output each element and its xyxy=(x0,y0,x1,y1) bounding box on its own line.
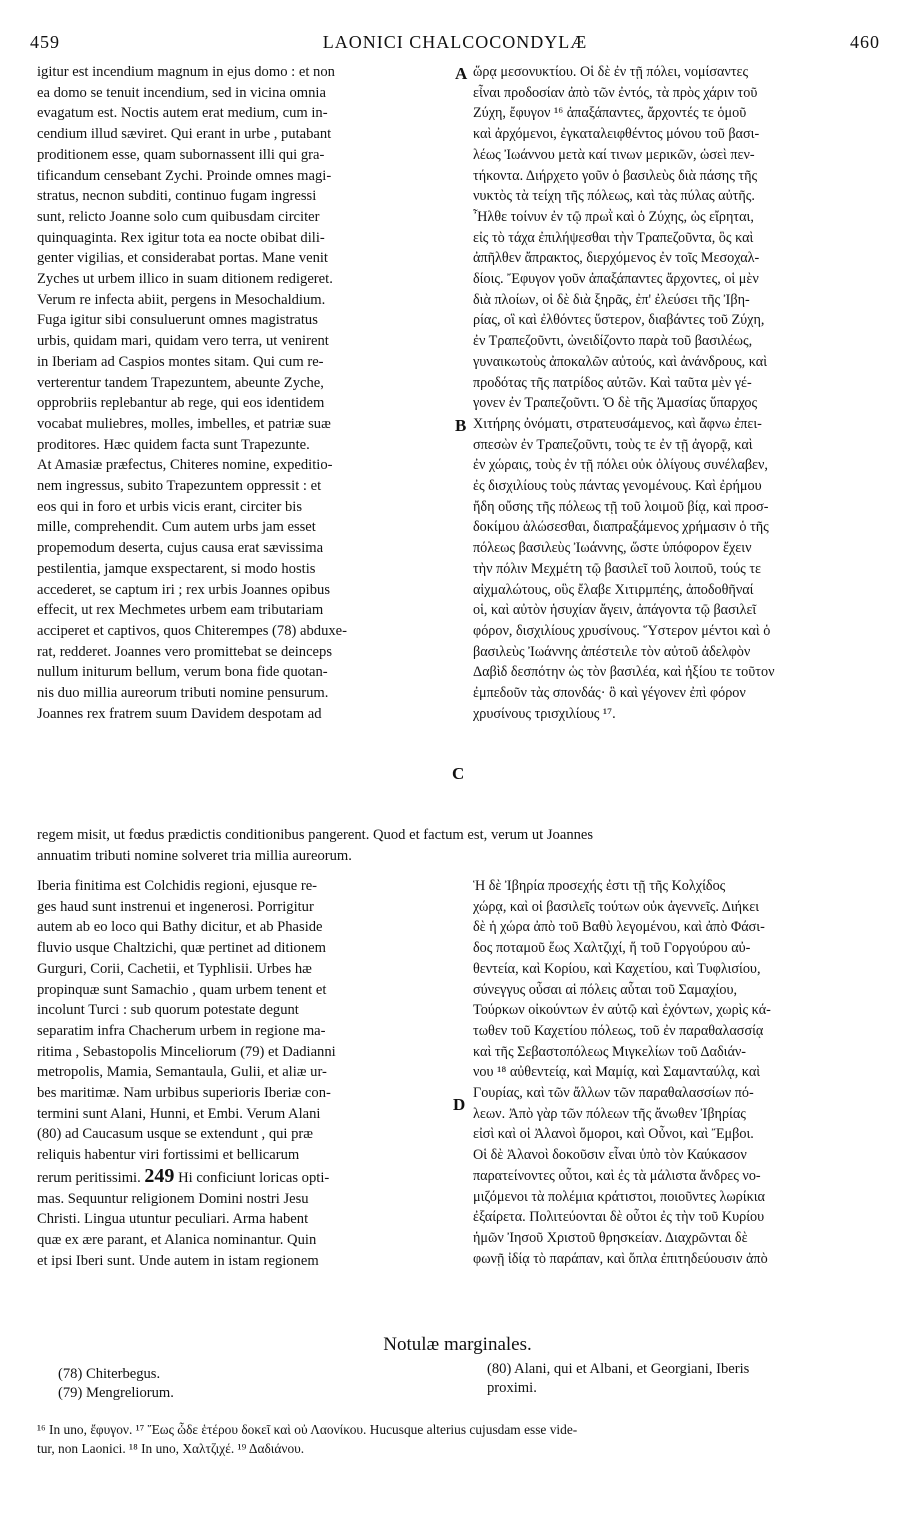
latin-line: rat, redderet. Joannes vero promittebat se deinceps xyxy=(37,643,333,660)
greek-line: γονεν ἐν Τραπεζοῦντι. Ὁ δὲ τῆς Ἀμασίας ὕπαρχος xyxy=(473,395,758,412)
greek-line: Ζύχη, ἔφυγον ¹⁶ ἀπαξάπαντες, ἄρχοντές τε ὁμοῦ xyxy=(473,105,747,122)
notulae-left xyxy=(58,1365,458,1403)
greek-line: δὲ ἡ χώρα ἀπὸ τοῦ Βαθὺ λεγομένου, καὶ ἀπὸ Φάσι- xyxy=(473,919,765,936)
latin-line: Zyches ut urbem illico in suam ditionem redigeret. xyxy=(37,271,333,288)
latin-line: rerum peritissimi. 249 Hi conficiunt loricas opti- xyxy=(37,1165,330,1187)
latin-line: mille, comprehendit. Cum autem urbs jam esset xyxy=(37,519,316,536)
greek-line: δος ποταμοῦ ἕως Χαλτζιχί, ἥ τοῦ Γοργούρου αὐ- xyxy=(473,940,751,957)
notulae-title: Notulæ marginales. xyxy=(383,1334,532,1355)
latin-line: pestilentia, jamque exspectarent, si modo hostis xyxy=(37,560,316,577)
greek-line: λέως Ἰωάννου μετὰ καί τινων μερικῶν, ὡσεὶ πεν- xyxy=(473,146,755,163)
greek-line: ἐν χώραις, τοὺς ἐν τῇ πόλει οὐκ ὀλίγους συνέλαβεν, xyxy=(473,457,768,474)
full-line: regem misit, ut fœdus prædictis conditionibus pangerent. Quod et factum est, verum ut Joannes xyxy=(37,827,594,843)
greek-line: Χιτήρης ὀνόματι, στρατευσάμενος, καὶ ἄφνω ἐπει- xyxy=(473,415,762,432)
latin-line: cendium illud sæviret. Qui erant in urbe , putabant xyxy=(37,126,332,143)
greek-column-bottom xyxy=(473,876,883,1269)
greek-line: Οἱ δὲ Ἀλανοὶ δοκοῦσιν εἶναι ὑπὸ τὸν Καύκασον xyxy=(473,1147,747,1164)
greek-line: φόρον, δισχιλίους χρυσίνους. Ὕστερον μέντοι καὶ ὁ xyxy=(473,622,771,639)
greek-line: καὶ ἀρχόμενοι, ἐγκαταλειφθέντος μόνου τοῦ βασι- xyxy=(473,126,760,143)
latin-line: effecit, ut rex Mechmetes urbem eam tributariam xyxy=(37,602,324,619)
latin-line: igitur est incendium magnum in ejus domo : et non xyxy=(37,64,335,80)
latin-line: opprobriis replebantur ab rege, qui eos identidem xyxy=(37,395,325,412)
latin-line: vocabat muliebres, molles, imbelles, et patriæ suæ xyxy=(37,415,331,432)
latin-line: incolunt Turci : sub quorum potestate degunt xyxy=(37,1002,299,1019)
greek-line: ἐν Τραπεζοῦντι, ὠνειδίζοντο παρὰ τοῦ βασιλέως, xyxy=(473,333,753,350)
latin-line: sunt, relicto Joanne solo cum quibusdam circiter xyxy=(37,208,320,225)
latin-line: propinquæ sunt Samachio , quam urbem tenent et xyxy=(37,981,327,998)
greek-line: ἐς δισχιλίους τοὺς πάντας γενομένους. Καὶ ἐρήμου xyxy=(473,478,762,495)
greek-line: νου ¹⁸ αὐθεντείᾳ, καὶ Μαμίᾳ, καὶ Σαμανταύλᾳ, καὶ xyxy=(473,1064,761,1081)
latin-line: stratus, necnon subditi, continuo fugam ingressi xyxy=(37,188,317,205)
greek-line: λεων. Ἀπὸ γὰρ τῶν πόλεων τῆς ἄνωθεν Ἰβηρίας xyxy=(473,1105,746,1122)
greek-line: ἐξαίρετα. Πολιτεύονται δὲ οὗτοι ἐς τὴν τοῦ Κυρίου xyxy=(473,1209,765,1226)
greek-line: εἶναι προδοσίαν ἀπὸ τῶν ἐντός, τὰ πρὸς χάριν τοῦ xyxy=(473,84,758,101)
latin-line: mas. Sequuntur religionem Domini nostri Jesu xyxy=(37,1190,309,1207)
greek-line: Γουρίας, καὶ τῶν ἄλλων τῶν παραθαλασσίων πό- xyxy=(473,1085,754,1102)
latin-line: acciperet et captivos, quos Chiterempes (78) abduxe- xyxy=(37,622,348,639)
latin-line: autem ab eo loco qui Bathy dicitur, et ab Phaside xyxy=(37,919,323,936)
greek-line: ἐμπεδοῦν τὰς σπονδάς· ὃ καὶ γέγονεν ἐπὶ φόρον xyxy=(473,685,746,702)
greek-line: πόλεως βασιλεὺς Ἰωάννης, ὥστε ὑπόφορον ἔχειν xyxy=(473,540,752,557)
greek-line: τωθεν τοῦ Καχετίου πόλεως, τοῦ ἐν παραθαλασσίᾳ xyxy=(473,1022,764,1039)
greek-line: εἰσὶ καὶ οἱ Ἀλανοὶ ὅμοροι, καὶ Οὖνοι, καὶ Ἔμβοι. xyxy=(473,1126,754,1143)
running-title: LAONICI CHALCOCONDYLÆ xyxy=(322,32,588,52)
marginal-note: (78) Chiterbegus. xyxy=(58,1366,161,1382)
latin-line: reliquis habentur viri fortissimi et bellicarum xyxy=(37,1147,300,1164)
greek-line: γυναικωτοὺς ἀποκαλῶν αὐτούς, καὶ ἀνάνδρους, καὶ xyxy=(473,353,768,370)
running-header xyxy=(30,32,880,58)
greek-line: ἀπῆλθεν ἄπρακτος, διερχόμενος ἐν τοῖς Μεσοχαλ- xyxy=(473,250,760,267)
latin-line: Verum re infecta abiit, pergens in Mesochaldium. xyxy=(37,291,326,308)
margin-letter-d: D xyxy=(453,1095,466,1114)
marginal-note: proximi. xyxy=(487,1380,537,1396)
greek-line: σύνεγγυς οὖσαι αἱ πόλεις αὗται τοῦ Σαμαχίου, xyxy=(473,981,738,998)
greek-line: τὴν πόλιν Μεχμέτη τῷ βασιλεῖ τοῦ λοιποῦ, τούς τε xyxy=(473,560,762,577)
latin-line: (80) ad Caucasum usque se extendunt , qui præ xyxy=(37,1126,314,1143)
latin-line: Gurguri, Corii, Cachetii, et Typhlisii. Urbes hæ xyxy=(37,960,312,977)
greek-line: χρυσίνους τρισχιλίους ¹⁷. xyxy=(473,705,616,722)
greek-column-top xyxy=(473,62,883,725)
greek-line: μιζόμενοι τὰ πολέμια κράτιστοι, ποιοῦντες λωρίκια xyxy=(473,1188,765,1205)
latin-line: quinquaginta. Rex igitur tota ea nocte obibat dili- xyxy=(37,229,325,246)
latin-line: Joannes rex fratrem suum Davidem despotam ad xyxy=(37,705,322,722)
full-width-text xyxy=(37,825,883,866)
marginal-note: (80) Alani, qui et Albani, et Georgiani, Iberis xyxy=(487,1361,750,1377)
greek-line: χώρᾳ, καὶ οἱ βασιλεῖς τούτων οὐκ ἀγεννεῖς. Διήκει xyxy=(473,898,760,915)
latin-line: Christi. Lingua utuntur peculiari. Arma habent xyxy=(37,1211,309,1228)
footnote-line: tur, non Laonici. ¹⁸ In uno, Χαλτζιχέ. ¹⁹ Δαδιάνου. xyxy=(37,1441,305,1456)
greek-line: παρατείνοντες οὗτοι, καὶ ἐς τὰ μάλιστα ἄνδρες νο- xyxy=(473,1167,761,1184)
latin-line: verterentur tandem Trapezuntem, abeunte Zyche, xyxy=(37,374,324,391)
greek-line: εἰς τὸ τάχα ἐπιλήψεσθαι τὴν Τραπεζοῦντα, ὃς καὶ xyxy=(473,229,754,246)
latin-line: At Amasiæ præfectus, Chiteres nomine, expeditio- xyxy=(37,457,333,474)
latin-line: ea domo se tenuit incendium, sed in vicina omnia xyxy=(37,84,326,101)
latin-line: nem ingressus, subito Trapezuntem oppressit : et xyxy=(37,478,322,495)
latin-line: accederet, se captum iri ; rex urbis Joannes opibus xyxy=(37,581,330,598)
inline-page-number: 249 xyxy=(144,1165,175,1187)
latin-line: tificandum censebant Zychi. Proinde omnes magi- xyxy=(37,167,332,184)
greek-line: τήκοντα. Διήρχετο γοῦν ὁ βασιλεὺς διὰ πάσης τῆς xyxy=(473,167,758,184)
latin-line: ges haud sunt instrenui et ingenerosi. Porrigitur xyxy=(37,898,314,915)
greek-line: Δαβὶδ δεσπότην ὡς τὸν βασιλέα, καὶ ἠξίου τε τοῦτον xyxy=(473,664,775,681)
greek-line: φωνῇ ἰδίᾳ τὸ παράπαν, καὶ ὅπλα ἐπιτηδεύουσιν ἀπὸ xyxy=(473,1250,768,1267)
latin-line: in Iberiam ad Caspios montes sitam. Qui cum re- xyxy=(37,353,324,370)
latin-line: urbis, quidam mari, quidam vero terra, ut venirent xyxy=(37,333,329,350)
greek-line: αἰχμαλώτους, οὓς ἔλαβε Χιτιρμπέης, ἀποδοθῆναί xyxy=(473,581,754,598)
latin-line: Iberia finitima est Colchidis regioni, ejusque re- xyxy=(37,878,318,894)
page-number-right: 460 xyxy=(850,32,880,52)
latin-line: quæ ex ære parant, et Alanica nominantur. Quin xyxy=(37,1231,317,1248)
latin-line: bes maritimæ. Nam urbibus superioris Iberiæ con- xyxy=(37,1085,331,1102)
greek-line: Ἡ δὲ Ἰβηρία προσεχής ἐστι τῇ τῆς Κολχίδος xyxy=(473,878,726,894)
latin-line: eos qui in foro et urbis vicis erant, circiter bis xyxy=(37,498,303,515)
latin-line: genter vigilias, et considerabat portas. Mane venit xyxy=(37,250,328,267)
greek-line: θεντεία, καὶ Κορίου, καὶ Καχετίου, καὶ Τυφλισίου, xyxy=(473,960,761,977)
greek-line: δοκίμου ἁλώσεσθαι, διαπραξάμενος χρήμασιν ὁ τῆς xyxy=(473,519,769,536)
footnotes xyxy=(37,1420,883,1458)
latin-line-continuation: Hi conficiunt loricas opti- xyxy=(174,1169,330,1186)
latin-line: evagatum est. Noctis autem erat medium, cum in- xyxy=(37,105,328,122)
greek-line: ὥρᾳ μεσονυκτίου. Οἱ δὲ ἐν τῇ πόλει, νομίσαντες xyxy=(473,64,749,80)
latin-line: fluvio usque Chaltzichi, quæ pertinet ad ditionem xyxy=(37,940,326,957)
greek-line: δίοις. Ἔφυγον γοῦν ἀπαξάπαντες ἄρχοντες, οἱ μὲν xyxy=(473,271,759,288)
footnote-line: ¹⁶ In uno, ἔφυγον. ¹⁷ Ἕως ὧδε ἑτέρου δοκεῖ καὶ οὐ Λαονίκου. Hucusque alterius cujusdam esse vide- xyxy=(37,1422,578,1437)
margin-letter-c: C xyxy=(452,764,465,783)
greek-line: ἡμῶν Ἰησοῦ Χριστοῦ θρησκείαν. Διαχρῶνται δὲ xyxy=(473,1229,748,1246)
latin-line: metropolis, Mamia, Semantaula, Gulii, et aliæ ur- xyxy=(37,1064,327,1081)
latin-line: et ipsi Iberi sunt. Unde autem in istam regionem xyxy=(37,1252,319,1269)
margin-letter-b: B xyxy=(455,416,467,435)
greek-line: καὶ τῆς Σεβαστοπόλεως Μιγκελίων τοῦ Δαδιάν- xyxy=(473,1043,747,1060)
greek-line: Ἦλθε τοίνυν ἐν τῷ πρωῒ καὶ ὁ Ζύχης, ὡς εἴρηται, xyxy=(473,208,754,225)
greek-line: ἤδη οὔσης τῆς πόλεως τῇ τοῦ λοιμοῦ βίᾳ, καὶ προσ- xyxy=(473,498,769,515)
greek-line: οἱ, καὶ αὐτὸν ἡσυχίαν ἄγειν, ἀπάγοντα τῷ βασιλεῖ xyxy=(473,602,757,619)
greek-line: προδότας τῆς πατρίδος αὐτῶν. Καὶ ταῦτα μὲν γέ- xyxy=(473,374,752,391)
latin-line: proditores. Hæc quidem facta sunt Trapezunte. xyxy=(37,436,310,453)
page-number-left: 459 xyxy=(30,32,60,52)
latin-line: propemodum deserta, cujus causa erat sævissima xyxy=(37,540,324,557)
greek-line: διὰ πλοίων, οἱ δὲ διὰ ξηρᾶς, ἐπ' ἐλεύσει τῆς Ἰβη- xyxy=(473,291,750,308)
latin-line: nullum initurum bellum, verum bona fide quotan- xyxy=(37,664,328,681)
margin-letter-a: A xyxy=(455,64,468,83)
latin-line: termini sunt Alani, Hunni, et Embi. Verum Alani xyxy=(37,1105,321,1122)
marginal-note: (79) Mengreliorum. xyxy=(58,1385,174,1401)
latin-line: proditionem esse, quam subornassent illi qui gra- xyxy=(37,146,325,163)
latin-line: ritima , Sebastopolis Minceliorum (79) et Dadianni xyxy=(37,1043,336,1060)
latin-column-bottom xyxy=(37,876,457,1271)
full-line: annuatim tributi nomine solveret tria millia aureorum. xyxy=(37,847,352,864)
latin-column-top xyxy=(37,62,457,725)
greek-line: σπεσὼν ἐν Τραπεζοῦντι, τοὺς τε ἐν τῇ ἀγορᾷ, καὶ xyxy=(473,436,753,453)
greek-line: ρίας, οἳ καὶ ἐλθόντες ὕστερον, διαβάντες τοῦ Ζύχη, xyxy=(473,312,765,329)
greek-line: βασιλεὺς Ἰωάννης ἀπέστειλε τὸν αὐτοῦ ἀδελφὸν xyxy=(473,643,751,660)
notulae-right xyxy=(487,1360,887,1398)
greek-line: νυκτὸς τὰ τείχη τῆς πόλεως, καὶ τὰς πύλας αὐτῆς. xyxy=(473,188,755,205)
latin-line: separatim infra Chacherum urbem in regione ma- xyxy=(37,1022,326,1039)
greek-line: Τούρκων οἰκούντων ἐν αὐτῷ καὶ ἐχόντων, χωρὶς κά- xyxy=(473,1002,771,1019)
latin-line: nis duo millia aureorum tributi nomine pensurum. xyxy=(37,685,329,702)
latin-line: Fuga igitur sibi consuluerunt omnes magistratus xyxy=(37,312,318,329)
